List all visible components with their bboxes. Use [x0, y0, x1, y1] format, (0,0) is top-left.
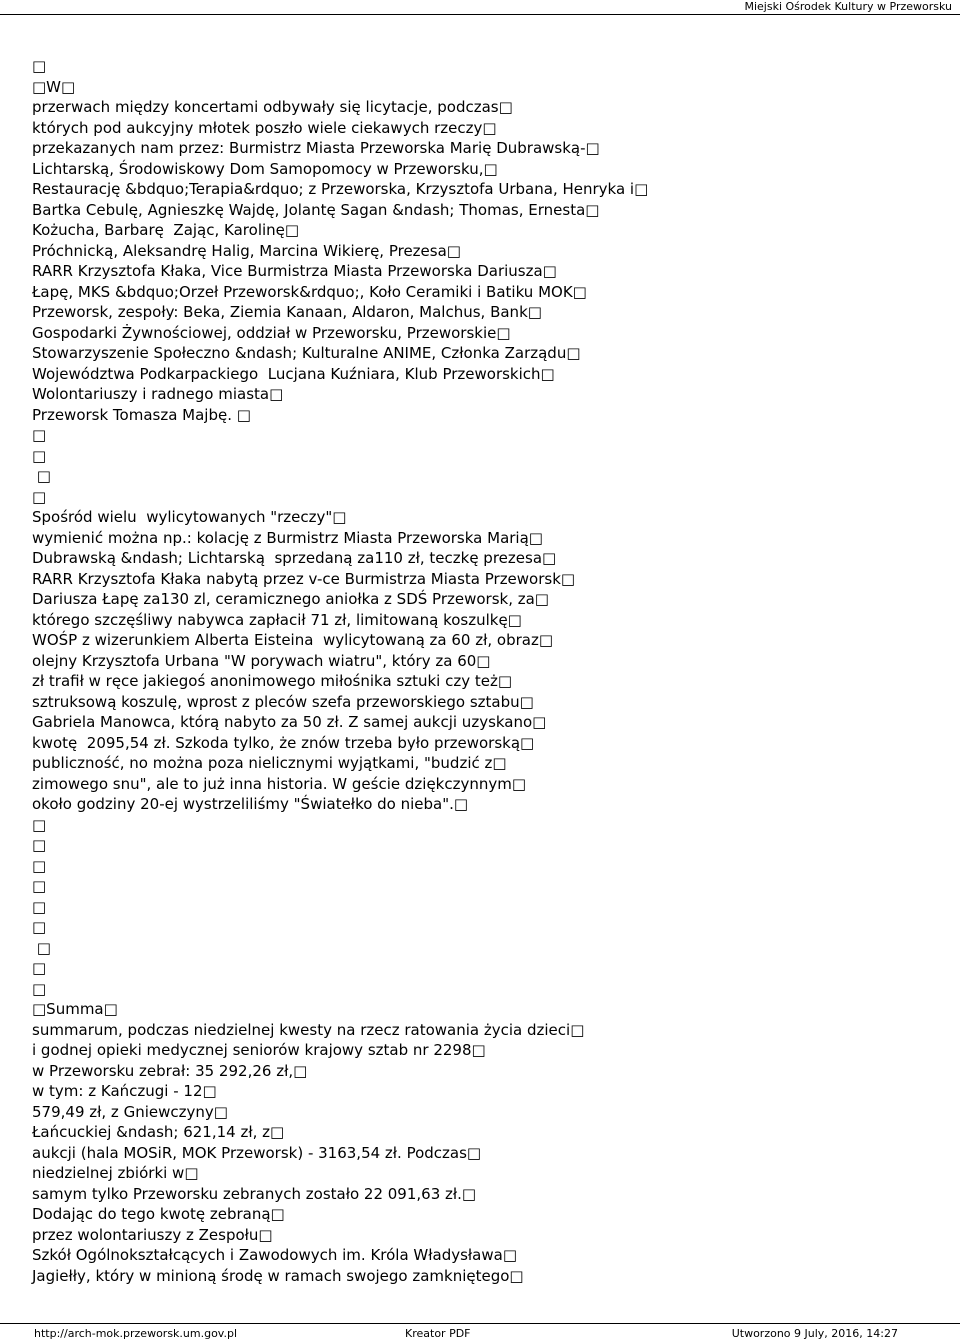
page-footer [0, 1323, 960, 1342]
text-line: RARR Krzysztofa Kłaka, Vice Burmistrza Miasta Przeworska Dariusza□ [32, 262, 557, 280]
text-line: w tym: z Kańczugi - 12□ [32, 1082, 217, 1100]
text-line: □ [32, 836, 47, 854]
text-line: Wolontariuszy i radnego miasta□ [32, 385, 284, 403]
text-line: □W□ [32, 77, 76, 96]
text-line: kwotę 2095,54 zł. Szkoda tylko, że znów trzeba było przeworską□ [32, 733, 535, 752]
header-title: Miejski Ośrodek Kultury w Przeworsku [744, 0, 952, 13]
text-line: RARR Krzysztofa Kłaka nabytą przez v-ce Burmistrza Miasta Przeworsk□ [32, 569, 576, 588]
page-header [0, 0, 960, 15]
footer-url[interactable]: http://arch-mok.przeworsk.um.gov.pl [34, 1327, 238, 1340]
text-line: przerwach między koncertami odbywały się licytacje, podczas□ [32, 98, 513, 116]
footer-generator: Kreator PDF [405, 1327, 471, 1340]
text-line: wymienić można np.: kolację z Burmistrz Miasta Przeworska Marią□ [32, 528, 543, 547]
text-line: □Summa□ [32, 1000, 118, 1018]
text-line: sztruksową koszulę, wprost z pleców szefa przeworskiego sztabu□ [32, 692, 534, 711]
text-line: zimowego snu", ale to już inna historia. W geście dziękczynnym□ [32, 774, 527, 793]
text-line: około godziny 20-ej wystrzeliliśmy "Światełko do nieba".□ [32, 795, 469, 813]
text-line: □ [32, 815, 47, 834]
text-line: □ [32, 877, 47, 895]
text-line: Dodając do tego kwotę zebraną□ [32, 1205, 285, 1223]
text-line: □ [32, 979, 47, 998]
footer-created-date: Utworzono 9 July, 2016, 14:27 [731, 1327, 898, 1340]
text-line: □ [32, 856, 47, 875]
text-line: Stowarzyszenie Społeczno &ndash; Kulturalne ANIME, Członka Zarządu□ [32, 344, 581, 362]
article-body [32, 56, 932, 1286]
text-line: Łańcuckiej &ndash; 621,14 zł, z□ [32, 1123, 285, 1141]
text-line: samym tylko Przeworsku zebranych zostało 22 091,63 zł.□ [32, 1184, 477, 1203]
text-line: □ [32, 446, 47, 465]
text-line: □ [32, 426, 47, 444]
text-line: Łapę, MKS &bdquo;Orzeł Przeworsk&rdquo;, Koło Ceramiki i Batiku MOK□ [32, 282, 587, 301]
text-line: Bartka Cebulę, Agnieszkę Wajdę, Jolantę Sagan &ndash; Thomas, Ernesta□ [32, 200, 600, 219]
text-line: □ [32, 487, 47, 506]
text-line: których pod aukcyjny młotek poszło wiele ciekawych rzeczy□ [32, 118, 497, 137]
text-line: Przeworsk, zespoły: Beka, Ziemia Kanaan, Aldaron, Malchus, Bank□ [32, 303, 542, 321]
text-line: publiczność, no można poza nielicznymi wyjątkami, "budzić z□ [32, 754, 507, 772]
text-line: Jagiełły, który w minioną środę w ramach swojego zamkniętego□ [32, 1266, 524, 1285]
text-line: Restaurację &bdquo;Terapia&rdquo; z Przeworska, Krzysztofa Urbana, Henryka i□ [32, 180, 649, 198]
text-line: przekazanych nam przez: Burmistrz Miasta Przeworska Marię Dubrawską-□ [32, 139, 600, 157]
text-line: □ [32, 938, 51, 957]
text-line: w Przeworsku zebrał: 35 292,26 zł,□ [32, 1061, 308, 1080]
text-line: Lichtarską, Środowiskowy Dom Samopomocy w Przeworsku,□ [32, 159, 498, 178]
text-line: i godnej opieki medycznej seniorów krajowy sztab nr 2298□ [32, 1041, 486, 1059]
text-line: Kożucha, Barbarę Zając, Karolinę□ [32, 221, 300, 239]
text-line: Dubrawską &ndash; Lichtarską sprzedaną za110 zł, teczkę prezesa□ [32, 549, 557, 567]
text-line: Próchnicką, Aleksandrę Halig, Marcina Wikierę, Prezesa□ [32, 241, 461, 260]
text-line: Spośród wielu wylicytowanych "rzeczy"□ [32, 508, 347, 526]
text-line: □ [32, 57, 47, 75]
text-line: którego szczęśliwy nabywca zapłacił 71 zł, limitowaną koszulkę□ [32, 610, 522, 629]
text-line: □ [32, 918, 47, 936]
text-line: Gabriela Manowca, którą nabyto za 50 zł. Z samej aukcji uzyskano□ [32, 713, 547, 731]
text-line: Przeworsk Tomasza Majbę. □ [32, 405, 251, 424]
text-line: olejny Krzysztofa Urbana "W porywach wiatru", który za 60□ [32, 651, 491, 670]
text-line: niedzielnej zbiórki w□ [32, 1164, 199, 1182]
text-line: Dariusza Łapę za130 zl, ceramicznego aniołka z SDŚ Przeworsk, za□ [32, 590, 549, 608]
text-line: □ [32, 959, 47, 977]
text-line: Województwa Podkarpackiego Lucjana Kuźniara, Klub Przeworskich□ [32, 364, 555, 383]
text-line: Gospodarki Żywnościowej, oddział w Przeworsku, Przeworskie□ [32, 323, 511, 342]
text-line: □ [32, 897, 47, 916]
text-line: aukcji (hala MOSiR, MOK Przeworsk) - 3163,54 zł. Podczas□ [32, 1143, 482, 1162]
text-line: 579,49 zł, z Gniewczyny□ [32, 1102, 228, 1121]
text-line: summarum, podczas niedzielnej kwesty na rzecz ratowania życia dzieci□ [32, 1020, 585, 1039]
text-line: WOŚP z wizerunkiem Alberta Eisteina wylicytowaną za 60 zł, obraz□ [32, 631, 554, 649]
text-line: przez wolontariuszy z Zespołu□ [32, 1225, 273, 1244]
text-line: Szkół Ogólnokształcących i Zawodowych im. Króla Władysława□ [32, 1246, 518, 1264]
text-line: □ [32, 467, 51, 485]
text-line: zł trafił w ręce jakiegoś anonimowego miłośnika sztuki czy też□ [32, 672, 513, 690]
